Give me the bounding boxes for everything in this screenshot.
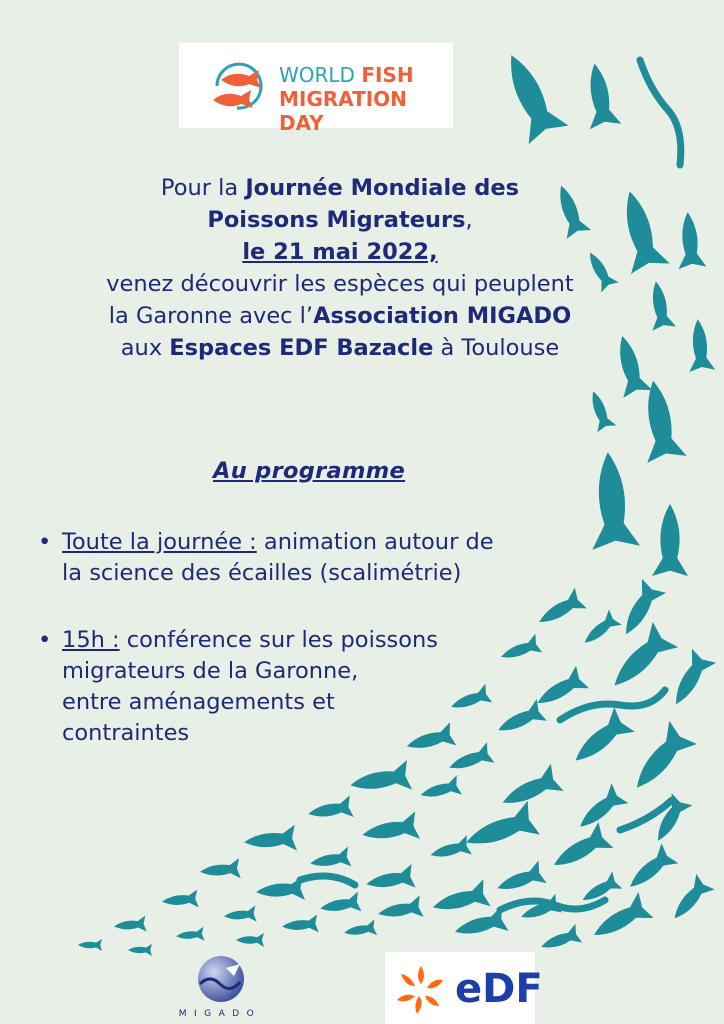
fish-silhouette <box>281 914 318 935</box>
fish-silhouette <box>360 811 420 848</box>
program-item-text: conférence sur les poissons <box>119 627 439 653</box>
fish-silhouette <box>674 211 707 269</box>
program-item-label: Toute la journée : <box>62 529 257 555</box>
logo-line1a: WORLD <box>279 63 362 87</box>
intro-l2b: , <box>465 207 473 233</box>
fish-silhouette <box>491 46 568 144</box>
intro-l6a: aux <box>120 335 170 361</box>
fish-silhouette <box>685 318 715 372</box>
fish-silhouette <box>460 801 540 859</box>
world-fish-migration-day-logo <box>179 43 453 135</box>
intro-l5a: la Garonne avec l’ <box>108 303 314 329</box>
migado-name: MIGADO <box>178 1009 262 1019</box>
bullet-dot: • <box>38 529 52 555</box>
fish-silhouette <box>78 939 102 951</box>
logo-line2: MIGRATION DAY <box>279 87 407 135</box>
intro-l1b: Journée Mondiale des <box>245 175 520 201</box>
fish-silhouette <box>538 924 582 956</box>
fish-silhouette <box>306 795 353 824</box>
fish-pair-icon <box>207 56 267 116</box>
intro-l5b: Association MIGADO <box>313 303 572 329</box>
eel-silhouette <box>640 60 681 165</box>
program-item-text: migrateurs de la Garonne, <box>62 658 359 684</box>
fish-silhouette <box>428 835 472 865</box>
intro-l2a: Poissons Migrateurs <box>207 207 466 233</box>
fish-silhouette <box>128 944 152 956</box>
fish-silhouette <box>579 61 622 130</box>
fish-silhouette <box>622 843 679 896</box>
intro-text <box>20 172 660 364</box>
program-item <box>38 527 598 589</box>
intro-l1a: Pour la <box>160 175 246 201</box>
program-item-text: la science des écailles (scalimétrie) <box>62 560 462 586</box>
fish-silhouette <box>665 874 714 926</box>
fish-silhouette <box>587 892 654 948</box>
edf-logo <box>385 952 543 1024</box>
fish-silhouette <box>343 919 377 940</box>
migado-wave-icon <box>196 954 246 1004</box>
program-item <box>38 625 598 749</box>
fish-silhouette <box>602 622 678 698</box>
fish-silhouette <box>175 927 204 943</box>
logo-line1b: FISH <box>361 63 414 87</box>
fish-silhouette <box>429 879 490 921</box>
fish-silhouette <box>623 721 697 799</box>
fish-silhouette <box>664 649 716 711</box>
fish-silhouette <box>113 916 146 935</box>
bullet-dot: • <box>38 627 52 653</box>
fish-silhouette <box>614 579 666 641</box>
intro-l6b: Espaces EDF Bazacle <box>169 335 434 361</box>
fish-silhouette <box>584 388 616 432</box>
eel-silhouette <box>300 876 355 885</box>
program-item-text: animation autour de <box>256 529 494 555</box>
fish-silhouette <box>493 861 546 900</box>
program-item-label: 15h : <box>62 627 120 653</box>
fish-silhouette <box>633 377 686 463</box>
fish-silhouette <box>223 906 256 925</box>
program-item-text: contraintes <box>62 720 190 746</box>
fish-silhouette <box>376 895 423 924</box>
intro-l4: venez découvrir les espèces qui peuplent <box>106 271 574 297</box>
edf-name: eDF <box>455 966 543 1012</box>
fish-silhouette <box>236 933 264 947</box>
fish-silhouette <box>547 822 614 878</box>
fish-silhouette <box>364 864 415 896</box>
migado-logo <box>150 950 290 1024</box>
intro-l6c: à Toulouse <box>433 335 560 361</box>
fish-silhouette <box>652 504 688 576</box>
fish-silhouette <box>319 892 362 919</box>
fish-silhouette <box>199 858 241 881</box>
program-item-text: entre aménagements et <box>62 689 335 715</box>
edf-flower-icon <box>393 962 449 1018</box>
fish-silhouette <box>496 764 563 817</box>
fish-silhouette <box>161 889 198 910</box>
fish-silhouette <box>243 825 297 855</box>
fish-silhouette <box>348 760 412 800</box>
program-title: Au programme <box>213 458 406 484</box>
fish-silhouette <box>418 775 462 805</box>
event-date: le 21 mai 2022, <box>242 239 438 265</box>
fish-silhouette <box>309 847 352 874</box>
